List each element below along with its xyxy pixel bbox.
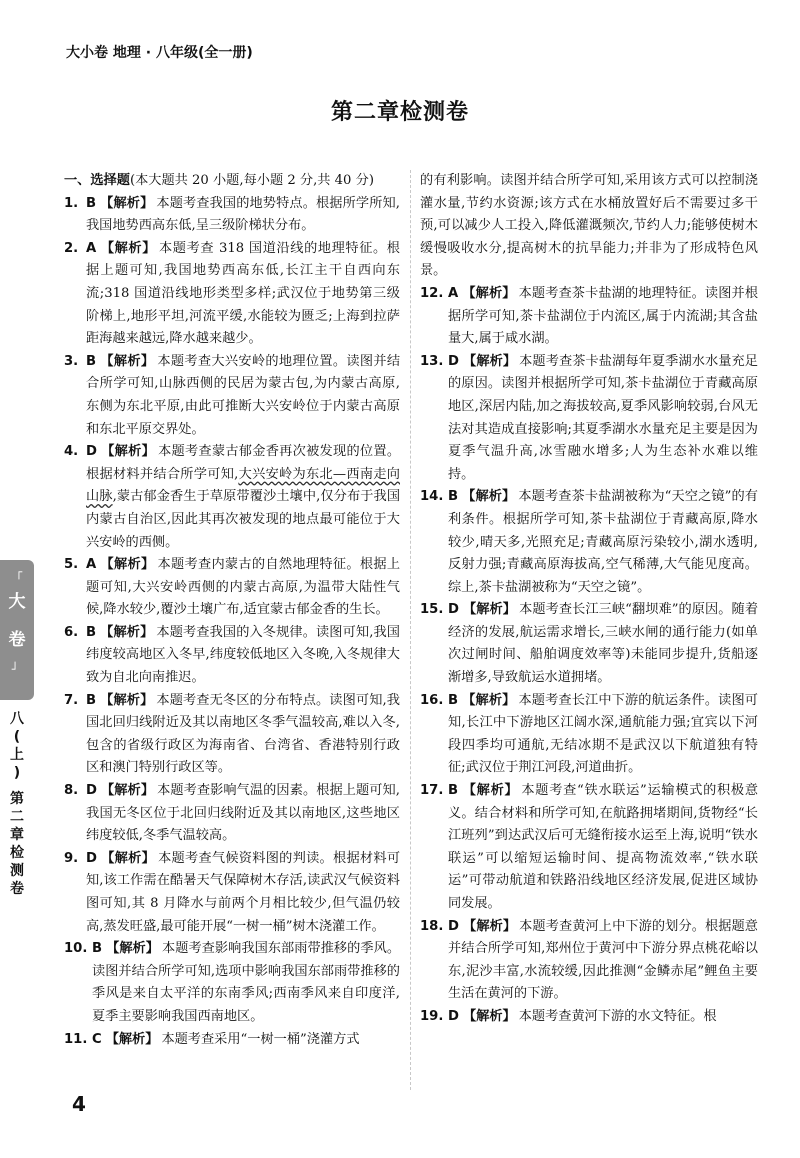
explanation-text: 本题考查气候资料图的判读。根据材料可知,该工作需在酷暑天气保障树木存活,读武汉气候资料图可知,其 8 月降水与前两个月相比较少,但气温仍较高,蒸发旺盛,最可能开展“一树一桶”树木浇灌工作。 [86, 850, 401, 934]
question-number: 4. [64, 444, 79, 460]
answer-body [86, 351, 400, 441]
answer-item [420, 780, 758, 916]
page-number: 4 [72, 1092, 86, 1116]
answer-letter: A [86, 240, 97, 256]
answer-letter: D [86, 850, 97, 866]
chapter-char: 测 [10, 863, 24, 879]
explanation-text: 本题考查茶卡盐湖每年夏季湖水水量充足的原因。读图并根据所学可知,茶卡盐湖位于青藏高原地区,深居内陆,加之海拔较高,夏季风影响较弱,台风无法对其造成直接影响;其夏季湖水水量充足主要是因为夏季气温升高,冰雪融水增多;人为生态补水难以维持。 [448, 353, 758, 482]
right-column [420, 170, 758, 1029]
answer-body [86, 622, 400, 690]
answer-body [86, 554, 400, 622]
analysis-tag: 【解析】 [100, 195, 154, 211]
answer-letter: B [86, 624, 97, 640]
question-number: 15. [420, 602, 444, 618]
analysis-tag: 【解析】 [100, 692, 154, 708]
answer-letter: B [448, 489, 459, 505]
chapter-char: 检 [10, 845, 24, 861]
answer-letter: B [92, 941, 103, 957]
chapter-char: 章 [10, 827, 24, 843]
answer-item [64, 193, 400, 238]
question-number: 19. [420, 1008, 444, 1024]
page-title: 第二章检测卷 [330, 100, 469, 125]
answer-body [448, 690, 758, 780]
answer-item [64, 441, 400, 554]
explanation-text: 本题考查长江三峡“翻坝难”的原因。随着经济的发展,航运需求增长,三峡水闸的通行能力(如单次过闸时间、船舶调度效率等)未能同步提升,货船逐渐增多,导致航运水道拥堵。 [448, 602, 759, 686]
analysis-tag: 【解析】 [105, 1031, 159, 1047]
book-header: 大小卷 地理 · 八年级(全一册) [66, 45, 253, 61]
answer-body [448, 351, 758, 487]
answer-body [92, 1029, 400, 1052]
question-number: 2. [64, 240, 79, 256]
analysis-tag: 【解析】 [462, 783, 519, 799]
answer-body [86, 441, 400, 554]
question-number: 5. [64, 557, 79, 573]
analysis-tag: 【解析】 [100, 850, 156, 866]
answer-item [420, 1006, 758, 1029]
question-number: 9. [64, 850, 79, 866]
section-note: (本大题共 20 小题,每小题 2 分,共 40 分) [129, 173, 374, 188]
answer-letter: C [92, 1031, 102, 1047]
question-number: 14. [420, 489, 444, 505]
answer-item [64, 622, 400, 690]
question-number: 16. [420, 692, 444, 708]
answer-letter: B [448, 783, 459, 799]
analysis-tag: 【解析】 [462, 1008, 516, 1024]
question-number: 17. [420, 783, 444, 799]
explanation-text: 的有利影响。读图并结合所学可知,采用该方式可以控制浇灌水量,节约水资源;该方式在水桶放置好后不需要过多干预,可以减少人工投入,降低灌溉频次,节约人力;能够使树木缓慢吸收水分,提高树木的抗旱能力;并非为了形成特色风景。 [420, 173, 758, 279]
analysis-tag: 【解析】 [100, 240, 156, 256]
chapter-char: 第 [10, 791, 24, 807]
answer-body [448, 599, 758, 689]
answer-body [86, 848, 400, 938]
explanation-text: 本题考查黄河下游的水文特征。根 [518, 1008, 717, 1024]
explanation-text: 本题考查蒙古郁金香再次被发现的位置。根据材料并结合所学可知, [86, 444, 401, 482]
answer-item [420, 599, 758, 689]
analysis-tag: 【解析】 [100, 557, 155, 573]
answer-letter: D [448, 1008, 459, 1024]
question-number: 7. [64, 692, 79, 708]
left-column [64, 170, 400, 1051]
side-tab-char-1: 大 [8, 592, 26, 612]
explanation-text: ,蒙古郁金香生于草原带覆沙土壤中,仅分布于我国内蒙古自治区,因此其再次被发现的地点最可能位于大兴安岭的西侧。 [86, 489, 401, 550]
explanation-text: 本题考查我国的地势特点。根据所学所知,我国地势西高东低,呈三级阶梯状分布。 [86, 195, 400, 234]
column-divider [410, 170, 411, 1090]
answer-item [420, 283, 758, 351]
analysis-tag: 【解析】 [100, 353, 155, 369]
answer-letter: B [448, 692, 459, 708]
answer-item [64, 848, 400, 938]
answer-body [448, 283, 758, 351]
analysis-tag: 【解析】 [100, 624, 154, 640]
side-tab-char-2: 卷 [8, 630, 26, 650]
answer-letter: D [448, 918, 459, 934]
explanation-text: 本题考查我国的入冬规律。读图可知,我国纬度较高地区入冬早,纬度较低地区入冬晚,入冬规律大致为自北向南推迟。 [86, 624, 400, 686]
grade-label [4, 710, 30, 782]
answer-body [92, 938, 400, 1028]
analysis-tag: 【解析】 [100, 444, 156, 460]
answer-item [64, 690, 400, 780]
answer-item [64, 351, 400, 441]
explanation-text: 本题考查黄河上中下游的划分。根据题意并结合所学可知,郑州位于黄河中下游分界点桃花峪以东,泥沙丰富,水流较缓,因此推测“金鳞赤尾”鲤鱼主要生活在黄河的下游。 [448, 918, 758, 1002]
question-number: 8. [64, 783, 79, 799]
chapter-label [4, 790, 30, 898]
question-number: 6. [64, 624, 79, 640]
analysis-tag: 【解析】 [106, 941, 159, 957]
side-tab-grade [4, 710, 30, 898]
answer-letter: D [448, 602, 459, 618]
answer-item [64, 1029, 400, 1052]
answer-letter: A [86, 557, 97, 573]
answer-item [420, 916, 758, 1006]
answer-letter: D [448, 353, 459, 369]
answer-body [448, 916, 758, 1006]
section-heading [64, 170, 400, 193]
analysis-tag: 【解析】 [100, 783, 155, 799]
question-number: 3. [64, 353, 79, 369]
analysis-tag: 【解析】 [462, 285, 516, 301]
answer-item [64, 780, 400, 848]
answer-letter: D [86, 783, 97, 799]
emphasized-text: 大兴安岭为东北—西南走向山脉 [86, 466, 400, 505]
analysis-tag: 【解析】 [462, 489, 516, 505]
explanation-text: 本题考查长江中下游的航运条件。读图可知,长江中下游地区江阔水深,通航能力强;宜宾以下河段四季均可通航,无结冰期不是武汉以下航道独有特征;武汉位于荆江河段,河道曲折。 [448, 692, 758, 776]
explanation-text: 本题考查影响我国东部雨带推移的季风。读图并结合所学可知,选项中影响我国东部雨带推移的季风是来自太平洋的东南季风;西南季风来自印度洋,夏季主要影响我国西南地区。 [92, 941, 401, 1024]
explanation-text: 本题考查影响气温的因素。根据上题可知,我国无冬区位于北回归线附近及其以南地区,这些地区纬度较低,冬季气温较高。 [86, 783, 400, 844]
explanation-text: 本题考查大兴安岭的地理位置。读图并结合所学可知,山脉西侧的民居为蒙古包,为内蒙古高原,东侧为东北平原,由此可推断大兴安岭位于内蒙古高原和东北平原交界处。 [86, 353, 401, 437]
answer-body [448, 780, 758, 916]
grade-char: 八 [10, 711, 24, 727]
question-number: 1. [64, 195, 79, 211]
answer-item [64, 238, 400, 351]
explanation-text: 本题考查 318 国道沿线的地理特征。根据上题可知,我国地势西高东低,长江主干自西向东流;318 国道沿线地形类型多样;武汉位于地势第三级阶梯上,地形平坦,河流平缓,水能较为匮乏;上海到拉萨距海越来越远,降水越来越少。 [86, 240, 400, 347]
answer-body [86, 780, 400, 848]
answer-body [448, 486, 758, 599]
question-number: 18. [420, 918, 444, 934]
side-tab-badge: 「 大 卷 」 [0, 560, 34, 700]
analysis-tag: 【解析】 [462, 353, 517, 369]
chapter-char: 二 [10, 809, 24, 825]
question-number: 11. [64, 1031, 88, 1047]
section-label: 一、选择题 [64, 173, 130, 188]
answer-body [420, 170, 758, 283]
answer-body [86, 193, 400, 238]
analysis-tag: 【解析】 [462, 602, 517, 618]
answer-item [420, 486, 758, 599]
chapter-char: 卷 [10, 881, 24, 897]
answer-item [64, 554, 400, 622]
explanation-text: 本题考查无冬区的分布特点。读图可知,我国北回归线附近及其以南地区冬季气温较高,难以入冬,包含的省级行政区为海南省、台湾省、香港特别行政区和澳门特别行政区等。 [86, 692, 400, 776]
answer-body [448, 1006, 758, 1029]
answer-item [420, 351, 758, 487]
explanation-text: 本题考查茶卡盐湖被称为“天空之镜”的有利条件。根据所学可知,茶卡盐湖位于青藏高原,降水较少,晴天多,光照充足;青藏高原污染较小,湖水透明,反射力强;青藏高原海拔高,空气稀薄,大气能见度高。综上,茶卡盐湖被称为“天空之镜”。 [448, 489, 758, 595]
answer-item [64, 938, 400, 1028]
explanation-text: 本题考查“铁水联运”运输模式的积极意义。结合材料和所学可知,在航路拥堵期间,货物经“长江班列”到达武汉后可无缝衔接水运至上海,说明“铁水联运”可以缩短运输时间、提高物流效率,“铁水联运”可带动航道和铁路沿线地区经济发展,促进区域协同发展。 [448, 783, 759, 911]
explanation-text: 本题考查茶卡盐湖的地理特征。读图并根据所学可知,茶卡盐湖位于内流区,属于内流湖;其含盐量大,属于咸水湖。 [448, 285, 759, 347]
answer-list-left [64, 193, 400, 1052]
answer-list-right [420, 170, 758, 1029]
explanation-text: 本题考查采用“一树一桶”浇灌方式 [161, 1031, 360, 1047]
question-number: 10. [64, 941, 88, 957]
explanation-text: 本题考查内蒙古的自然地理特征。根据上题可知,大兴安岭西侧的内蒙古高原,为温带大陆性气候,降水较少,覆沙土壤广布,适宜蒙古郁金香的生长。 [86, 557, 401, 618]
answer-letter: B [86, 353, 97, 369]
answer-letter: B [86, 692, 97, 708]
question-number: 12. [420, 285, 444, 301]
answer-item [420, 690, 758, 780]
question-number: 13. [420, 353, 444, 369]
analysis-tag: 【解析】 [462, 692, 516, 708]
answer-letter: B [86, 195, 97, 211]
analysis-tag: 【解析】 [462, 918, 517, 934]
answer-body [86, 238, 400, 351]
answer-body [86, 690, 400, 780]
answer-letter: D [86, 444, 97, 460]
grade-char: ) [13, 765, 21, 781]
answer-letter: A [448, 285, 459, 301]
answer-item [420, 170, 758, 283]
side-tab [0, 560, 34, 897]
grade-char: 上 [10, 747, 24, 763]
grade-char: ( [13, 729, 21, 745]
